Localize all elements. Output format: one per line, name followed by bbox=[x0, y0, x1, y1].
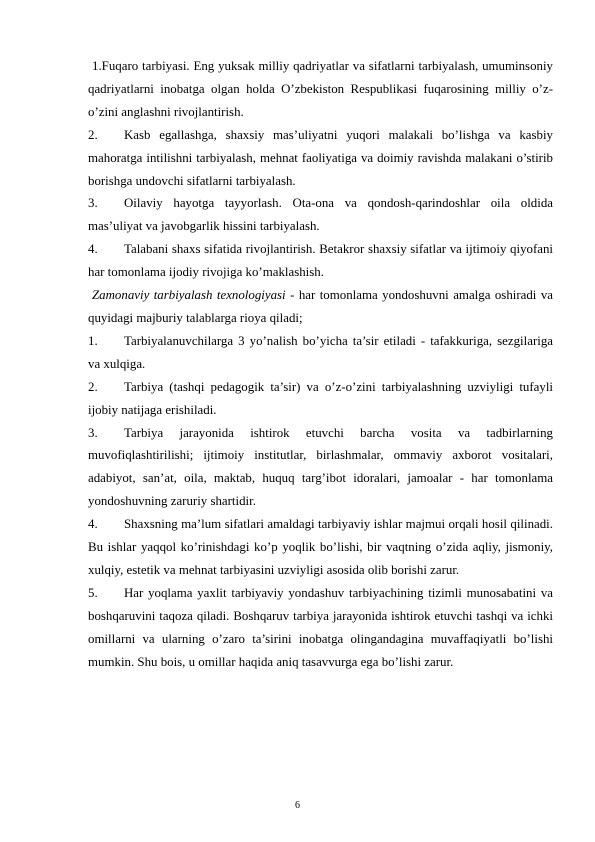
list-text: Talabani shaxs sifatida rivojlantirish. Betakror shaxsiy sifatlar va ijtimoiy qiyofani har tomonlama ijodiy rivojiga ko’maklashish. bbox=[88, 242, 553, 280]
list-item bbox=[88, 238, 553, 284]
list-text: Tarbiya jarayonida ishtirok etuvchi barcha vosita va tadbirlarning muvofiqlashtirilishi; ijtimoiy institutlar, birlashmalar, ommaviy axborot vositalari, adabiyot, san’at, oila, maktab, huquq targ’ibot idoralari, jamoalar - har tomonlama yondoshuvning zaruriy shartidir. bbox=[88, 425, 553, 509]
list-number: 2. bbox=[88, 379, 98, 394]
list-text: Shaxsning ma’lum sifatlari amaldagi tarbiyaviy ishlar majmui orqali hosil qilinadi. Bu ishlar yaqqol ko’rinishdagi ko’p yoqlik bo’lishi, bir vaqtning o’zida aqliy, jismoniy, xulqiy, estetik va mehnat tarbiyasini uzviyligi asosida olib borishi zarur. bbox=[88, 517, 553, 577]
list-text: Tarbiyalanuvchilarga 3 yo’nalish bo’yicha ta’sir etiladi - tafakkuriga, sezgilariga va xulqiga. bbox=[88, 333, 553, 371]
list-text: Tarbiya (tashqi pedagogik ta’sir) va o’z-o’zini tarbiyalashning uzviyligi tufayli ijobiy natijaga erishiladi. bbox=[88, 379, 553, 417]
list-number: 5. bbox=[88, 585, 98, 600]
list-text: Kasb egallashga, shaxsiy mas’uliyatni yuqori malakali bo’lishga va kasbiy mahoratga intilishni tarbiyalash, mehnat faoliyatiga va doimiy ravishda malakani o’stirib borishga undovchi sifatlarni tarbiyalash. bbox=[88, 127, 553, 188]
list-number: 1. bbox=[88, 333, 98, 348]
list-item bbox=[88, 376, 553, 422]
paragraph-text: - har tomonlama yondoshuvni amalga oshiradi va quyidagi majburiy talablarga rioya qiladi; bbox=[88, 288, 553, 325]
body-text bbox=[88, 55, 553, 673]
list-number: 3. bbox=[88, 196, 98, 211]
list-item bbox=[88, 192, 553, 238]
list-text: Har yoqlama yaxlit tarbiyaviy yondashuv tarbiyachining tizimli munosabatini va boshqaruvini taqoza qiladi. Boshqaruv tarbiya jarayonida ishtirok etuvchi tashqi va ichki omillarni va ularning o’zaro ta’sirini inobatga olingandagina muvaffaqiyatli bo’lishi mumkin. Shu bois, u omillar haqida aniq tasavvurga ega bo’lishi zarur. bbox=[88, 585, 553, 669]
list-number: 2. bbox=[88, 127, 98, 142]
list-number: 4. bbox=[88, 517, 98, 532]
list-item bbox=[88, 513, 553, 582]
list-number: 3. bbox=[88, 425, 98, 440]
list-item bbox=[88, 124, 553, 193]
paragraph-citizen-education: 1.Fuqaro tarbiyasi. Eng yuksak milliy qadriyatlar va sifatlarni tarbiyalash, umuminsoniy qadriyatlarni inobatga olgan holda O’zbekiston Respublikasi fuqarosining milliy o’z-o’zini anglashni rivojlantirish. bbox=[88, 59, 553, 119]
list-item bbox=[88, 422, 553, 514]
paragraph-modern-technology bbox=[88, 284, 553, 330]
list-item bbox=[88, 330, 553, 376]
list-number: 4. bbox=[88, 242, 98, 257]
emphasis-term: Zamonaviy tarbiyalash texnologiyasi bbox=[92, 288, 286, 303]
page-number: 6 bbox=[295, 800, 300, 811]
list-text: Oilaviy hayotga tayyorlash. Ota-ona va qondosh-qarindoshlar oila oldida mas’uliyat va javobgarlik hissini tarbiyalash. bbox=[88, 196, 553, 234]
list-item bbox=[88, 582, 553, 674]
